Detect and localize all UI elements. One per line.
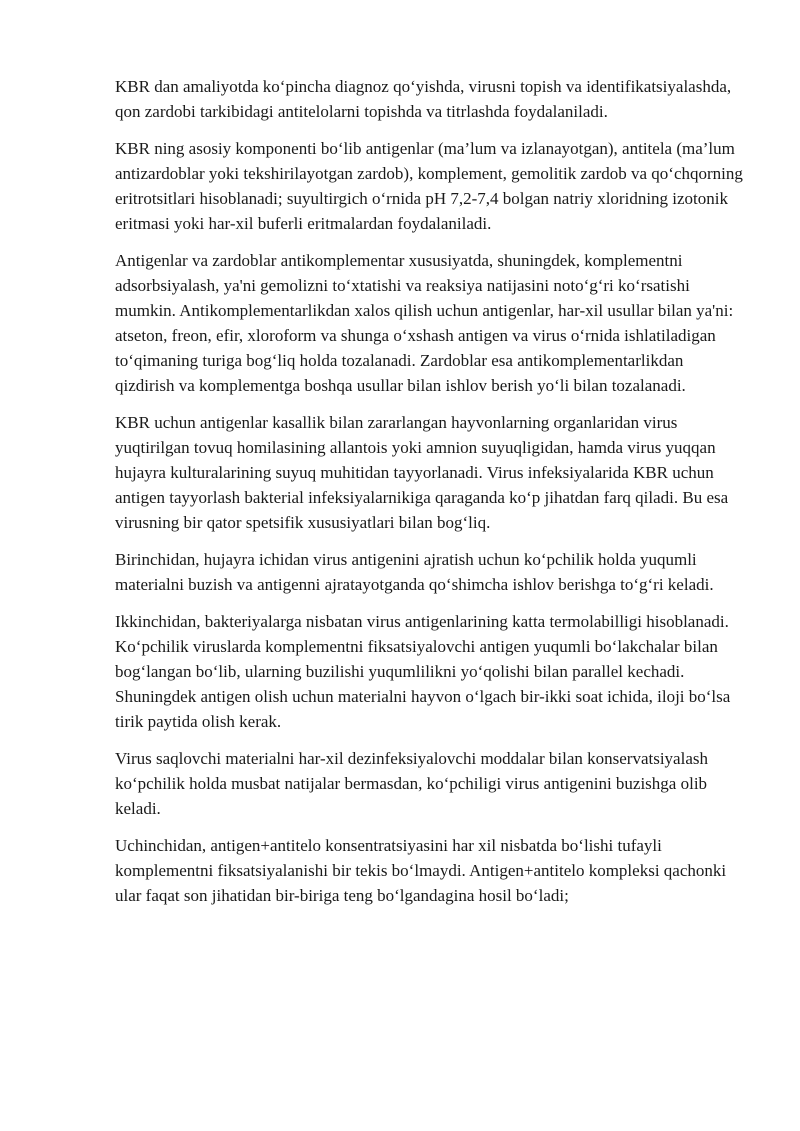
paragraph-conservation: Virus saqlovchi materialni har-xil dezinfeksiyalovchi moddalar bilan konservatsiyalash ko‘pchilik holda musbat natijalar bermasdan, ko‘pchiligi virus antigenini buzishga olib keladi. (115, 749, 708, 818)
paragraph-antigen-preparation: KBR uchun antigenlar kasallik bilan zararlangan hayvonlarning organlaridan virus yuqtirilgan tovuq homilasining allantois yoki amnion suyuqligidan, hamda virus yuqqan hujayra kulturalarining suyuq muhitidan tayyorlanadi. Virus infeksiyalarida KBR uchun antigen tayyorlash bakterial infeksiyalarnikiga qaraganda ko‘p jihatdan farq qiladi. Bu esa virusning bir qator spetsifik xususiyatlari bilan bog‘liq. (115, 413, 729, 532)
paragraph-third-reason: Uchinchidan, antigen+antitelo konsentratsiyasini har xil nisbatda bo‘lishi tufayli komplementni fiksatsiyalanishi bir tekis bo‘lmaydi. Antigen+antitelo kompleksi qachonki ular faqat son jihatidan bir-biriga teng bo‘lgandagina hosil bo‘ladi; (115, 836, 727, 905)
paragraph-first-reason: Birinchidan, hujayra ichidan virus antigenini ajratish uchun ko‘pchilik holda yuqumli materialni buzish va antigenni ajratayotganda qo‘shimcha ishlov berishga to‘g‘ri keladi. (115, 550, 714, 594)
paragraph-anticomplementary: Antigenlar va zardoblar antikomplementar xususiyatda, shuningdek, komplementni adsorbsiyalash, ya'ni gemolizni to‘xtatishi va reaksiya natijasini noto‘g‘ri ko‘rsatishi mumkin. Antikomplementarlikdan xalos qilish uchun antigenlar, har-xil usullar bilan ya'ni: atseton, freon, efir, xloroform va shunga o‘xshash antigen va virus o‘rnida ishlatiladigan to‘qimaning turiga bog‘liq holda tozalanadi. Zardoblar esa antikomplementarlikdan qizdirish va komplementga boshqa usullar bilan ishlov berish yo‘li bilan tozalanadi. (115, 251, 734, 395)
paragraph-second-reason: Ikkinchidan, bakteriyalarga nisbatan virus antigenlarining katta termolabilligi hisoblanadi. Ko‘pchilik viruslarda komplementni fiksatsiyalovchi antigen yuqumli bo‘lakchalar bilan bog‘langan bo‘lib, ularning buzilishi yuqumlilikni yo‘qolishi bilan parallel kechadi. Shuningdek antigen olish uchun materialni hayvon o‘lgach bir-ikki soat ichida, iloji bo‘lsa tirik paytida olish kerak. (115, 612, 731, 731)
document-page (115, 74, 745, 920)
paragraph-kbr-components: KBR ning asosiy komponenti bo‘lib antigenlar (ma’lum va izlanayotgan), antitela (ma’lum antizardoblar yoki tekshirilayotgan zardob), komplement, gemolitik zardob va qo‘chqorning eritrotsitlari hisoblanadi; suyultirgich o‘rnida pH 7,2-7,4 bolgan natriy xloridning izotonik eritmasi yoki har-xil buferli eritmalardan foydalaniladi. (115, 139, 743, 233)
paragraph-kbr-usage: KBR dan amaliyotda ko‘pincha diagnoz qo‘yishda, virusni topish va identifikatsiyalashda, qon zardobi tarkibidagi antitelolarni topishda va titrlashda foydalaniladi. (115, 77, 732, 121)
